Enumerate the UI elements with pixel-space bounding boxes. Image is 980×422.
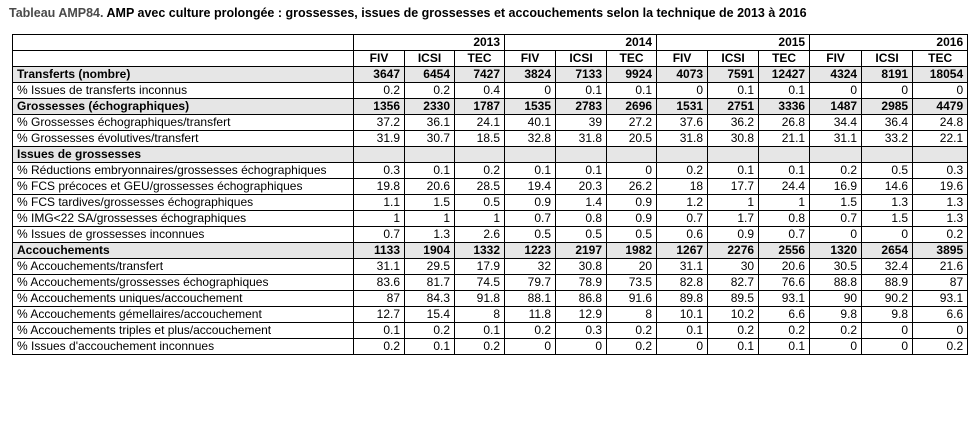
value-cell: 1.3: [405, 227, 455, 243]
value-cell: 1: [455, 211, 505, 227]
value-cell: 7427: [455, 67, 505, 83]
value-cell: 2556: [759, 243, 810, 259]
value-cell: 0.1: [556, 163, 607, 179]
corner-cell: [13, 51, 354, 67]
value-cell: 74.5: [455, 275, 505, 291]
value-cell: [607, 147, 657, 163]
row-label: Transferts (nombre): [13, 67, 354, 83]
value-cell: 32.4: [862, 259, 913, 275]
value-cell: 2197: [556, 243, 607, 259]
value-cell: 17.9: [455, 259, 505, 275]
value-cell: 2276: [708, 243, 759, 259]
year-header: 2013: [354, 35, 505, 51]
value-cell: 0.9: [505, 195, 556, 211]
value-cell: 81.7: [405, 275, 455, 291]
value-cell: 1904: [405, 243, 455, 259]
value-cell: 0.5: [556, 227, 607, 243]
value-cell: 31.1: [354, 259, 405, 275]
value-cell: 21.1: [759, 131, 810, 147]
table-row: [13, 99, 968, 115]
value-cell: 82.7: [708, 275, 759, 291]
value-cell: 0.1: [405, 339, 455, 355]
value-cell: 1487: [810, 99, 862, 115]
value-cell: 0.1: [354, 323, 405, 339]
value-cell: 1.3: [913, 211, 968, 227]
table-row: [13, 179, 968, 195]
value-cell: 4479: [913, 99, 968, 115]
value-cell: [556, 147, 607, 163]
value-cell: 3824: [505, 67, 556, 83]
technique-header: FIV: [505, 51, 556, 67]
value-cell: 14.6: [862, 179, 913, 195]
value-cell: 0.2: [657, 163, 708, 179]
value-cell: 36.2: [708, 115, 759, 131]
value-cell: 2751: [708, 99, 759, 115]
value-cell: 0.2: [405, 83, 455, 99]
row-label: % Réductions embryonnaires/grossesses échographiques: [13, 163, 354, 179]
value-cell: 40.1: [505, 115, 556, 131]
value-cell: 0.8: [556, 211, 607, 227]
value-cell: 20.6: [759, 259, 810, 275]
value-cell: 9.8: [810, 307, 862, 323]
value-cell: 0.2: [913, 339, 968, 355]
value-cell: 27.2: [607, 115, 657, 131]
value-cell: 0.1: [455, 323, 505, 339]
value-cell: 8: [455, 307, 505, 323]
value-cell: 1.3: [913, 195, 968, 211]
value-cell: 76.6: [759, 275, 810, 291]
row-label: % FCS précoces et GEU/grossesses échographiques: [13, 179, 354, 195]
row-label: % FCS tardives/grossesses échographiques: [13, 195, 354, 211]
value-cell: [405, 147, 455, 163]
table-row: [13, 195, 968, 211]
value-cell: 1.2: [657, 195, 708, 211]
row-label: % Issues de grossesses inconnues: [13, 227, 354, 243]
value-cell: 0: [657, 83, 708, 99]
value-cell: 84.3: [405, 291, 455, 307]
value-cell: 0: [913, 323, 968, 339]
value-cell: 30.5: [810, 259, 862, 275]
value-cell: 0.7: [810, 211, 862, 227]
technique-header: ICSI: [405, 51, 455, 67]
value-cell: 0.2: [759, 323, 810, 339]
value-cell: 0: [810, 339, 862, 355]
value-cell: 91.8: [455, 291, 505, 307]
value-cell: 8: [607, 307, 657, 323]
value-cell: 0: [810, 83, 862, 99]
value-cell: 83.6: [354, 275, 405, 291]
technique-header: FIV: [354, 51, 405, 67]
technique-header: ICSI: [862, 51, 913, 67]
value-cell: 0: [607, 163, 657, 179]
value-cell: 0: [657, 339, 708, 355]
technique-header: TEC: [607, 51, 657, 67]
value-cell: 3336: [759, 99, 810, 115]
value-cell: 0.2: [607, 339, 657, 355]
value-cell: 0.9: [708, 227, 759, 243]
technique-header: FIV: [657, 51, 708, 67]
value-cell: 0.7: [505, 211, 556, 227]
value-cell: 7591: [708, 67, 759, 83]
value-cell: 1356: [354, 99, 405, 115]
value-cell: 0.9: [607, 211, 657, 227]
value-cell: 0: [913, 83, 968, 99]
value-cell: 0.2: [810, 163, 862, 179]
value-cell: 30.8: [556, 259, 607, 275]
table-row: [13, 291, 968, 307]
value-cell: 0.2: [354, 83, 405, 99]
value-cell: 0.3: [913, 163, 968, 179]
row-label: % Accouchements/grossesses échographiques: [13, 275, 354, 291]
value-cell: 6.6: [913, 307, 968, 323]
row-label: Accouchements: [13, 243, 354, 259]
table-row: [13, 243, 968, 259]
data-table: [12, 34, 968, 355]
table-row: [13, 323, 968, 339]
value-cell: 4324: [810, 67, 862, 83]
value-cell: 3895: [913, 243, 968, 259]
table-row: [13, 67, 968, 83]
technique-header-row: [13, 51, 968, 67]
value-cell: 2783: [556, 99, 607, 115]
value-cell: 93.1: [759, 291, 810, 307]
value-cell: 34.4: [810, 115, 862, 131]
value-cell: 0.2: [607, 323, 657, 339]
value-cell: 3647: [354, 67, 405, 83]
value-cell: 32.8: [505, 131, 556, 147]
value-cell: 89.5: [708, 291, 759, 307]
value-cell: 0.5: [505, 227, 556, 243]
value-cell: 1133: [354, 243, 405, 259]
value-cell: 1320: [810, 243, 862, 259]
row-label: Issues de grossesses: [13, 147, 354, 163]
value-cell: 93.1: [913, 291, 968, 307]
value-cell: 19.4: [505, 179, 556, 195]
value-cell: 19.6: [913, 179, 968, 195]
row-label: % Accouchements gémellaires/accouchement: [13, 307, 354, 323]
value-cell: 0: [505, 83, 556, 99]
value-cell: 0: [862, 83, 913, 99]
row-label: % IMG<22 SA/grossesses échographiques: [13, 211, 354, 227]
year-header: 2016: [810, 35, 968, 51]
value-cell: 0.4: [455, 83, 505, 99]
value-cell: 1.5: [810, 195, 862, 211]
value-cell: [354, 147, 405, 163]
value-cell: [505, 147, 556, 163]
value-cell: 0: [862, 339, 913, 355]
value-cell: 4073: [657, 67, 708, 83]
value-cell: 0.3: [354, 163, 405, 179]
value-cell: 0.1: [759, 163, 810, 179]
value-cell: 21.6: [913, 259, 968, 275]
value-cell: 20.6: [405, 179, 455, 195]
value-cell: 0.1: [405, 163, 455, 179]
technique-header: TEC: [913, 51, 968, 67]
value-cell: 0.2: [708, 323, 759, 339]
value-cell: 9.8: [862, 307, 913, 323]
value-cell: 18.5: [455, 131, 505, 147]
value-cell: 0.2: [505, 323, 556, 339]
value-cell: 39: [556, 115, 607, 131]
value-cell: 31.8: [556, 131, 607, 147]
table-row: [13, 307, 968, 323]
technique-header: TEC: [759, 51, 810, 67]
value-cell: 1982: [607, 243, 657, 259]
technique-header: ICSI: [708, 51, 759, 67]
year-header: 2014: [505, 35, 657, 51]
row-label: Grossesses (échographiques): [13, 99, 354, 115]
technique-header: ICSI: [556, 51, 607, 67]
value-cell: 2654: [862, 243, 913, 259]
value-cell: 20: [607, 259, 657, 275]
corner-cell: [13, 35, 354, 51]
value-cell: 0.7: [354, 227, 405, 243]
value-cell: 32: [505, 259, 556, 275]
value-cell: 20.5: [607, 131, 657, 147]
value-cell: 18054: [913, 67, 968, 83]
value-cell: 0.7: [759, 227, 810, 243]
value-cell: 20.3: [556, 179, 607, 195]
value-cell: 31.9: [354, 131, 405, 147]
value-cell: 0: [556, 339, 607, 355]
value-cell: 0.1: [708, 163, 759, 179]
value-cell: [455, 147, 505, 163]
value-cell: 0.5: [607, 227, 657, 243]
value-cell: 10.2: [708, 307, 759, 323]
table-row: [13, 131, 968, 147]
value-cell: 88.1: [505, 291, 556, 307]
value-cell: 19.8: [354, 179, 405, 195]
value-cell: 24.1: [455, 115, 505, 131]
value-cell: 31.1: [810, 131, 862, 147]
row-label: % Accouchements triples et plus/accouchement: [13, 323, 354, 339]
value-cell: 6454: [405, 67, 455, 83]
value-cell: 15.4: [405, 307, 455, 323]
value-cell: 26.2: [607, 179, 657, 195]
value-cell: 7133: [556, 67, 607, 83]
value-cell: 73.5: [607, 275, 657, 291]
value-cell: 16.9: [810, 179, 862, 195]
table-row: [13, 227, 968, 243]
value-cell: 28.5: [455, 179, 505, 195]
value-cell: 12.9: [556, 307, 607, 323]
year-header-row: [13, 35, 968, 51]
value-cell: 1787: [455, 99, 505, 115]
table-title: AMP avec culture prolongée : grossesses, issues de grossesses et accouchements selon la technique de 2013 à 2016: [106, 6, 807, 20]
value-cell: 88.9: [862, 275, 913, 291]
table-row: [13, 147, 968, 163]
year-header: 2015: [657, 35, 810, 51]
value-cell: 0: [810, 227, 862, 243]
value-cell: 1223: [505, 243, 556, 259]
value-cell: 0.1: [708, 339, 759, 355]
value-cell: 0.1: [708, 83, 759, 99]
value-cell: 24.8: [913, 115, 968, 131]
value-cell: 89.8: [657, 291, 708, 307]
value-cell: 0.9: [607, 195, 657, 211]
value-cell: 82.8: [657, 275, 708, 291]
table-number: Tableau AMP84.: [9, 6, 104, 20]
value-cell: 1.7: [708, 211, 759, 227]
value-cell: 0.2: [354, 339, 405, 355]
value-cell: 0.5: [455, 195, 505, 211]
value-cell: 1: [759, 195, 810, 211]
value-cell: 91.6: [607, 291, 657, 307]
value-cell: 31.8: [657, 131, 708, 147]
technique-header: TEC: [455, 51, 505, 67]
value-cell: 86.8: [556, 291, 607, 307]
value-cell: 31.1: [657, 259, 708, 275]
table-row: [13, 83, 968, 99]
value-cell: 87: [913, 275, 968, 291]
value-cell: 1.4: [556, 195, 607, 211]
value-cell: 24.4: [759, 179, 810, 195]
value-cell: [657, 147, 708, 163]
value-cell: [708, 147, 759, 163]
value-cell: 0: [862, 227, 913, 243]
table-row: [13, 339, 968, 355]
value-cell: 0.1: [657, 323, 708, 339]
value-cell: 12427: [759, 67, 810, 83]
value-cell: 88.8: [810, 275, 862, 291]
row-label: % Accouchements/transfert: [13, 259, 354, 275]
value-cell: 10.1: [657, 307, 708, 323]
value-cell: 2696: [607, 99, 657, 115]
row-label: % Accouchements uniques/accouchement: [13, 291, 354, 307]
value-cell: 30: [708, 259, 759, 275]
value-cell: [759, 147, 810, 163]
table-row: [13, 115, 968, 131]
value-cell: 9924: [607, 67, 657, 83]
row-label: % Issues de transferts inconnus: [13, 83, 354, 99]
value-cell: 79.7: [505, 275, 556, 291]
value-cell: 1332: [455, 243, 505, 259]
value-cell: 0.2: [810, 323, 862, 339]
value-cell: 0.8: [759, 211, 810, 227]
value-cell: 1.3: [862, 195, 913, 211]
value-cell: 11.8: [505, 307, 556, 323]
table-caption: [9, 6, 807, 20]
value-cell: 1: [354, 211, 405, 227]
value-cell: 37.6: [657, 115, 708, 131]
value-cell: 0.6: [657, 227, 708, 243]
value-cell: 0.2: [455, 163, 505, 179]
value-cell: 26.8: [759, 115, 810, 131]
value-cell: 78.9: [556, 275, 607, 291]
value-cell: [862, 147, 913, 163]
value-cell: [913, 147, 968, 163]
value-cell: 0.1: [505, 163, 556, 179]
row-label: % Grossesses échographiques/transfert: [13, 115, 354, 131]
table-row: [13, 163, 968, 179]
value-cell: 0.7: [657, 211, 708, 227]
value-cell: 90: [810, 291, 862, 307]
value-cell: 2.6: [455, 227, 505, 243]
table-row: [13, 259, 968, 275]
value-cell: 18: [657, 179, 708, 195]
value-cell: 1267: [657, 243, 708, 259]
value-cell: 0.1: [556, 83, 607, 99]
value-cell: [810, 147, 862, 163]
value-cell: 1: [405, 211, 455, 227]
value-cell: 0.2: [913, 227, 968, 243]
table-row: [13, 275, 968, 291]
value-cell: 12.7: [354, 307, 405, 323]
value-cell: 87: [354, 291, 405, 307]
value-cell: 1: [708, 195, 759, 211]
row-label: % Grossesses évolutives/transfert: [13, 131, 354, 147]
value-cell: 2985: [862, 99, 913, 115]
value-cell: 22.1: [913, 131, 968, 147]
value-cell: 0.1: [607, 83, 657, 99]
table-row: [13, 211, 968, 227]
value-cell: 29.5: [405, 259, 455, 275]
value-cell: 0: [862, 323, 913, 339]
value-cell: 36.1: [405, 115, 455, 131]
value-cell: 1.5: [862, 211, 913, 227]
value-cell: 0.2: [405, 323, 455, 339]
value-cell: 0.1: [759, 83, 810, 99]
value-cell: 1.5: [405, 195, 455, 211]
value-cell: 0: [505, 339, 556, 355]
value-cell: 0.2: [455, 339, 505, 355]
table-body: [13, 35, 968, 355]
value-cell: 1.1: [354, 195, 405, 211]
value-cell: 6.6: [759, 307, 810, 323]
value-cell: 33.2: [862, 131, 913, 147]
value-cell: 90.2: [862, 291, 913, 307]
value-cell: 17.7: [708, 179, 759, 195]
value-cell: 36.4: [862, 115, 913, 131]
value-cell: 0.1: [759, 339, 810, 355]
row-label: % Issues d'accouchement inconnues: [13, 339, 354, 355]
value-cell: 30.7: [405, 131, 455, 147]
value-cell: 8191: [862, 67, 913, 83]
value-cell: 1531: [657, 99, 708, 115]
technique-header: FIV: [810, 51, 862, 67]
value-cell: 37.2: [354, 115, 405, 131]
value-cell: 2330: [405, 99, 455, 115]
value-cell: 30.8: [708, 131, 759, 147]
value-cell: 0.5: [862, 163, 913, 179]
value-cell: 0.3: [556, 323, 607, 339]
value-cell: 1535: [505, 99, 556, 115]
